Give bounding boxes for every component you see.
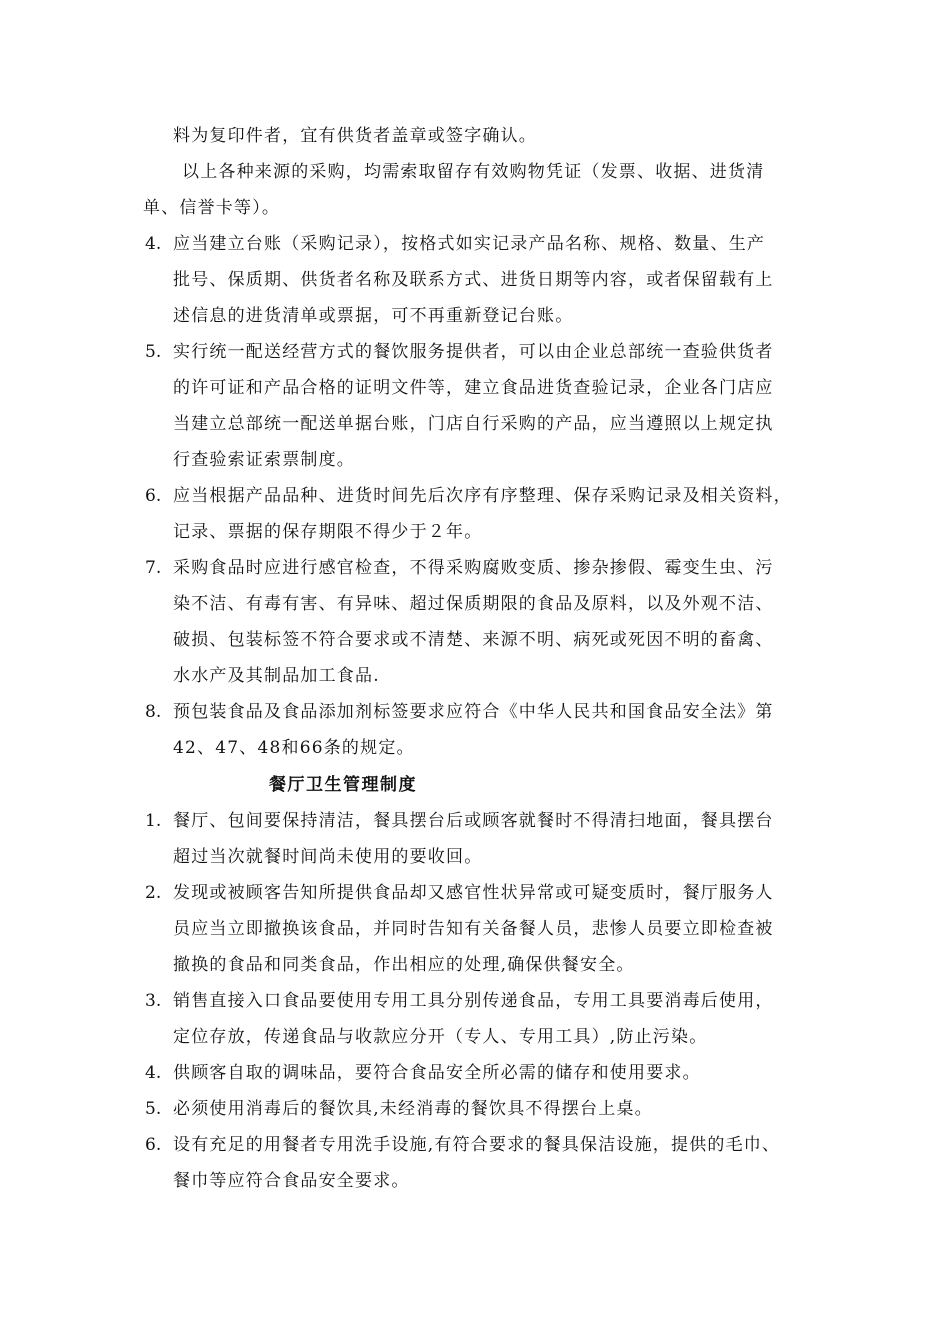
- list-item-line: 必须使用消毒后的餐饮具,未经消毒的餐饮具不得摆台上桌。: [173, 1099, 653, 1119]
- list-item-line: 实行统一配送经营方式的餐饮服务提供者，可以由企业总部统一查验供货者: [173, 342, 774, 362]
- list-item-line: 应当建立台账（采购记录），按格式如实记录产品名称、规格、数量、生产: [173, 234, 766, 254]
- list-item-line: 行查验索证索票制度。: [173, 450, 355, 470]
- list-item-number: 2.: [145, 883, 162, 903]
- list-item-line: 员应当立即撤换该食品，并同时告知有关备餐人员，悲惨人员要立即检查被: [173, 919, 774, 939]
- list-item-line: 批号、保质期、供货者名称及联系方式、进货日期等内容，或者保留载有上: [173, 270, 774, 290]
- list-item-line: 发现或被顾客告知所提供食品却又感官性状异常或可疑变质时，餐厅服务人: [173, 883, 774, 903]
- list-item-line: 的许可证和产品合格的证明文件等，建立食品进货查验记录，企业各门店应: [173, 378, 774, 398]
- list-item-line: 水水产及其制品加工食品.: [173, 666, 380, 686]
- intro-line-3: 单、信誉卡等）。: [143, 198, 281, 218]
- list-item-line: 述信息的进货清单或票据，可不再重新登记台账。: [173, 306, 574, 326]
- list-item-number: 5.: [145, 342, 162, 362]
- list-item-line: 应当根据产品品种、进货时间先后次序有序整理、保存采购记录及相关资料，: [173, 486, 792, 506]
- list-item-number: 4.: [145, 1063, 162, 1083]
- list-item-line: 撤换的食品和同类食品，作出相应的处理,确保供餐安全。: [173, 955, 635, 975]
- list-item-line: 记录、票据的保存期限不得少于２年。: [173, 522, 483, 542]
- list-item-line: 定位存放，传递食品与收款应分开（专人、专用工具）,防止污染。: [173, 1027, 708, 1047]
- list-item-line: 染不洁、有毒有害、有异味、超过保质期限的食品及原料，以及外观不洁、: [173, 594, 774, 614]
- list-item-number: 3.: [145, 991, 162, 1011]
- list-item-number: 6.: [145, 486, 162, 506]
- list-item-line: 当建立总部统一配送单据台账，门店自行采购的产品，应当遵照以上规定执: [173, 414, 774, 434]
- list-item-number: 5.: [145, 1099, 162, 1119]
- list-item-line: 预包装食品及食品添加剂标签要求应符合《中华人民共和国食品安全法》第: [173, 702, 774, 722]
- list-item-line: 销售直接入口食品要使用专用工具分别传递食品，专用工具要消毒后使用，: [173, 991, 774, 1011]
- list-item-line: 破损、包装标签不符合要求或不清楚、来源不明、病死或死因不明的畜禽、: [173, 630, 774, 650]
- list-item-line: 采购食品时应进行感官检查，不得采购腐败变质、掺杂掺假、霉变生虫、污: [173, 558, 774, 578]
- list-item-line: 设有充足的用餐者专用洗手设施,有符合要求的餐具保洁设施，提供的毛巾、: [173, 1135, 781, 1155]
- list-item-line: 42、47、48和66条的规定。: [173, 738, 415, 758]
- list-item-number: 7.: [145, 558, 162, 578]
- list-item-number: 4.: [145, 234, 162, 254]
- intro-line-1: 料为复印件者，宜有供货者盖章或签字确认。: [173, 126, 537, 146]
- list-item-line: 超过当次就餐时间尚未使用的要收回。: [173, 847, 483, 867]
- list-item-number: 6.: [145, 1135, 162, 1155]
- list-item-line: 供顾客自取的调味品，要符合食品安全所必需的储存和使用要求。: [173, 1063, 701, 1083]
- list-item-line: 餐厅、包间要保持清洁，餐具摆台后或顾客就餐时不得清扫地面，餐具摆台: [173, 811, 774, 831]
- list-item-line: 餐巾等应符合食品安全要求。: [173, 1171, 410, 1191]
- list-item-number: 8.: [145, 702, 162, 722]
- list-item-number: 1.: [145, 811, 162, 831]
- intro-line-2: 以上各种来源的采购，均需索取留存有效购物凭证（发票、收据、进货清: [182, 162, 765, 182]
- section-heading: 餐厅卫生管理制度: [269, 775, 417, 795]
